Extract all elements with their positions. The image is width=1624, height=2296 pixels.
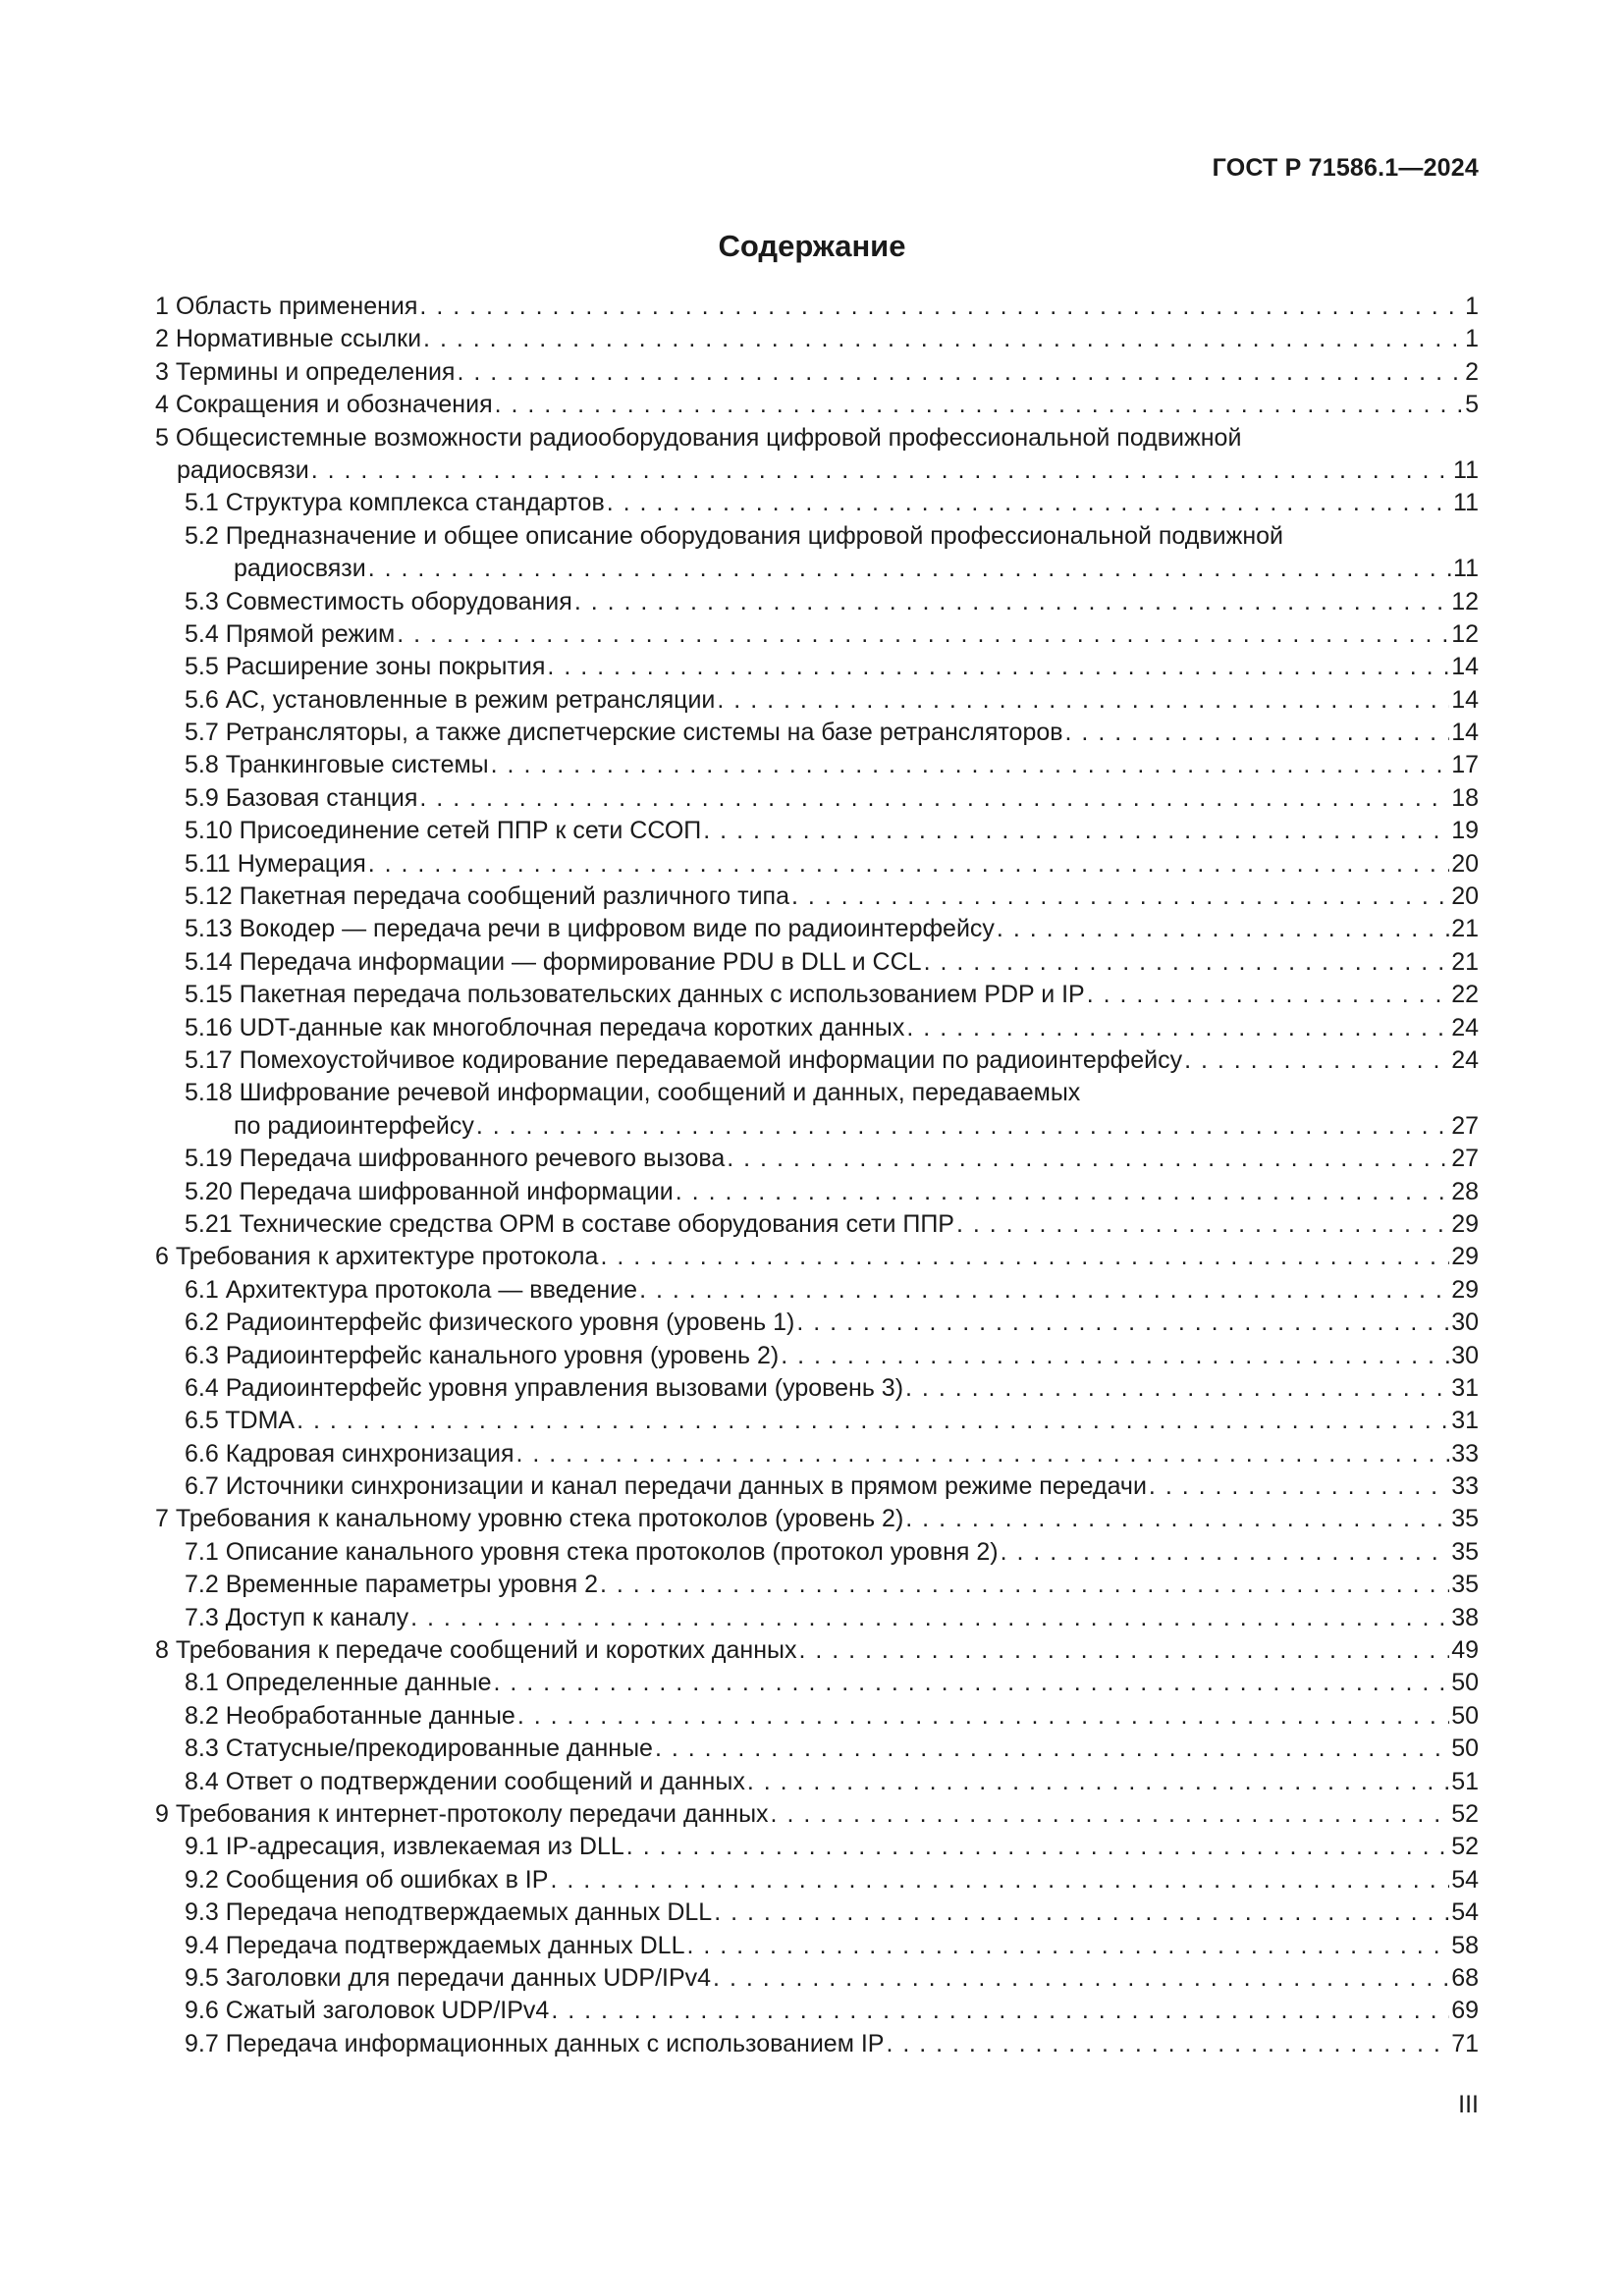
toc-entry-page: 35 [1451,1537,1479,1566]
toc-dot-leader [676,1176,1449,1208]
toc-entry-page: 54 [1451,1898,1479,1927]
toc-dot-leader [655,1733,1449,1765]
toc-entry-page: 68 [1451,1963,1479,1992]
toc-entry-title: 8 Требования к передаче сообщений и коротких данных [155,1636,797,1665]
toc-dot-leader [1001,1536,1450,1569]
toc-entry[interactable] [155,487,1479,519]
toc-dot-leader [886,2028,1449,2060]
toc-dot-leader [297,1405,1449,1437]
toc-entry[interactable] [155,1044,1479,1077]
toc-entry[interactable] [155,1962,1479,1995]
toc-entry[interactable] [155,1602,1479,1634]
toc-entry-title: радиосвязи [234,555,366,583]
toc-entry[interactable] [155,1995,1479,2027]
toc-entry[interactable] [155,1700,1479,1733]
page-number: III [1458,2091,1479,2118]
toc-entry[interactable] [155,1536,1479,1569]
toc-entry-page: 24 [1451,1045,1479,1074]
toc-entry[interactable] [155,1470,1479,1503]
standard-code: ГОСТ Р 71586.1—2024 [1212,154,1479,182]
toc-entry-page: 17 [1451,751,1479,779]
toc-entry[interactable] [155,422,1479,454]
toc-entry[interactable] [155,1274,1479,1307]
toc-dot-leader [703,815,1449,847]
toc-entry-page: 58 [1451,1931,1479,1959]
toc-dot-leader [476,1110,1449,1143]
toc-dot-leader [713,1962,1449,1995]
toc-entry[interactable] [155,1143,1479,1175]
toc-entry-title: 5.20 Передача шифрованной информации [185,1177,674,1205]
toc-entry-page: 14 [1451,685,1479,714]
toc-entry-title: 5.21 Технические средства ОРМ в составе оборудования сети ППР [185,1209,954,1238]
toc-dot-leader [747,1766,1449,1798]
toc-dot-leader [311,454,1451,487]
toc-entry-page: 50 [1451,1701,1479,1730]
toc-entry-title: 2 Нормативные ссылки [155,325,422,353]
toc-entry-title: 8.4 Ответ о подтверждении сообщений и данных [185,1767,745,1795]
toc-entry-page: 35 [1451,1571,1479,1599]
page-title: Содержание [718,229,906,263]
toc-dot-leader [956,1208,1449,1241]
toc-dot-leader [791,881,1449,913]
toc-dot-leader [727,1143,1449,1175]
toc-entry[interactable] [155,1569,1479,1601]
toc-entry[interactable] [155,389,1479,421]
toc-entry[interactable] [155,1372,1479,1405]
toc-entry[interactable] [155,2028,1479,2060]
toc-entry-title: 5.14 Передача информации — формирование PDU в DLL и CCL [185,947,922,976]
toc-entry-title: 9.2 Сообщения об ошибках в IP [185,1865,549,1894]
toc-entry[interactable] [155,291,1479,323]
toc-entry-page: 35 [1451,1505,1479,1533]
toc-entry[interactable] [155,1110,1479,1143]
toc-entry-title: 9.3 Передача неподтверждаемых данных DLL [185,1898,713,1927]
toc-entry-page: 28 [1451,1177,1479,1205]
toc-entry[interactable] [155,815,1479,847]
toc-entry-page: 33 [1451,1439,1479,1468]
toc-entry-page: 29 [1451,1243,1479,1271]
toc-entry-title: 8.2 Необработанные данные [185,1701,515,1730]
toc-entry-title: 6.1 Архитектура протокола — введение [185,1275,638,1304]
toc-entry[interactable] [155,1503,1479,1535]
toc-dot-leader [547,651,1449,683]
table-of-contents [155,291,1479,2060]
toc-dot-leader [516,1438,1450,1470]
toc-entry[interactable] [155,323,1479,355]
toc-entry[interactable] [155,1340,1479,1372]
toc-dot-leader [626,1831,1449,1863]
toc-entry-title: 5.9 Базовая станция [185,783,418,812]
toc-entry-page: 54 [1451,1865,1479,1894]
toc-dot-leader [1149,1470,1449,1503]
toc-entry-page: 69 [1451,1997,1479,2025]
toc-entry-page: 1 [1465,325,1479,353]
toc-dot-leader [798,1634,1449,1667]
toc-entry-page: 38 [1451,1603,1479,1631]
toc-dot-leader [771,1798,1450,1831]
toc-entry-title: 9.5 Заголовки для передачи данных UDP/IPv4 [185,1963,712,1992]
toc-entry-page: 52 [1451,1799,1479,1828]
toc-dot-leader [410,1602,1449,1634]
toc-entry-page: 29 [1451,1209,1479,1238]
toc-dot-leader [368,553,1451,585]
toc-entry-title: 5.16 UDT-данные как многоблочная передача коротких данных [185,1013,905,1041]
toc-entry-title: 5.11 Нумерация [185,849,366,878]
toc-entry-title: 4 Сокращения и обозначения [155,391,493,419]
toc-entry-title: 9.7 Передача информационных данных с использованием IP [185,2029,885,2057]
toc-entry-title: 9.4 Передача подтверждаемых данных DLL [185,1931,685,1959]
toc-entry-page: 27 [1451,1111,1479,1140]
toc-entry-page: 50 [1451,1669,1479,1697]
toc-entry-page: 19 [1451,817,1479,845]
toc-dot-leader [423,323,1463,355]
toc-entry-page: 31 [1451,1373,1479,1402]
toc-entry[interactable] [155,1733,1479,1765]
toc-entry-page: 11 [1453,455,1479,484]
toc-dot-leader [419,782,1449,815]
toc-entry[interactable] [155,1766,1479,1798]
toc-dot-leader [906,1012,1449,1044]
toc-entry[interactable] [155,1012,1479,1044]
toc-entry-title: 5.2 Предназначение и общее описание оборудования цифровой профессиональной подвижной [185,521,1284,550]
toc-entry-title: 5.3 Совместимость оборудования [185,587,572,615]
toc-dot-leader [1087,979,1449,1011]
toc-entry-title: 5.4 Прямой режим [185,619,396,648]
toc-dot-leader [997,913,1449,945]
toc-entry-title: 7.3 Доступ к каналу [185,1603,409,1631]
toc-dot-leader [905,1372,1449,1405]
toc-dot-leader [550,1864,1449,1896]
toc-entry-title: 6.4 Радиоинтерфейс уровня управления вызовами (уровень 3) [185,1373,904,1402]
toc-entry-title: 6.7 Источники синхронизации и канал передачи данных в прямом режиме передачи [185,1472,1147,1501]
toc-entry[interactable] [155,1864,1479,1896]
toc-entry-title: 9 Требования к интернет-протоколу передачи данных [155,1799,769,1828]
toc-entry[interactable] [155,651,1479,683]
toc-entry-title: 8.3 Статусные/прекодированные данные [185,1735,653,1763]
toc-entry-page: 20 [1451,882,1479,911]
toc-entry[interactable] [155,586,1479,618]
toc-dot-leader [491,749,1450,781]
toc-dot-leader [600,1569,1449,1601]
toc-dot-leader [397,618,1449,651]
toc-entry-title: по радиоинтерфейсу [234,1111,474,1140]
toc-entry-page: 21 [1451,915,1479,943]
toc-entry-title: радиосвязи [177,455,309,484]
toc-entry-page: 33 [1451,1472,1479,1501]
toc-entry-title: 7.1 Описание канального уровня стека протоколов (протокол уровня 2) [185,1537,999,1566]
toc-entry[interactable] [155,356,1479,389]
toc-entry-title: 6.3 Радиоинтерфейс канального уровня (уровень 2) [185,1341,780,1369]
toc-entry-title: 5.6 АС, установленные в режим ретрансляции [185,685,716,714]
toc-dot-leader [368,848,1449,881]
toc-dot-leader [714,1896,1449,1929]
toc-dot-leader [494,1667,1450,1699]
toc-dot-leader [1065,717,1450,749]
toc-entry-title: 5.13 Вокодер — передача речи в цифровом виде по радиоинтерфейсу [185,915,995,943]
toc-entry[interactable] [155,881,1479,913]
toc-entry-page: 52 [1451,1833,1479,1861]
toc-entry-page: 31 [1451,1407,1479,1435]
toc-entry[interactable] [155,1438,1479,1470]
toc-entry-title: 5 Общесистемные возможности радиооборудования цифровой профессиональной подвижной [155,423,1242,452]
toc-entry[interactable] [155,1241,1479,1273]
toc-dot-leader [905,1503,1449,1535]
toc-dot-leader [1184,1044,1449,1077]
toc-entry[interactable] [155,1634,1479,1667]
toc-entry[interactable] [155,848,1479,881]
toc-dot-leader [551,1995,1449,2027]
toc-entry-title: 5.15 Пакетная передача пользовательских данных с использованием PDP и IP [185,981,1085,1009]
toc-entry[interactable] [155,1798,1479,1831]
toc-dot-leader [781,1340,1449,1372]
toc-entry-title: 7.2 Временные параметры уровня 2 [185,1571,598,1599]
toc-entry-title: 5.1 Структура комплекса стандартов [185,489,605,517]
toc-entry-title: 5.7 Ретрансляторы, а также диспетчерские системы на базе ретрансляторов [185,719,1063,747]
toc-entry[interactable] [155,520,1479,553]
toc-entry-title: 9.6 Сжатый заголовок UDP/IPv4 [185,1997,550,2025]
toc-dot-leader [600,1241,1449,1273]
toc-entry[interactable] [155,454,1479,487]
toc-entry-title: 5.12 Пакетная передача сообщений различного типа [185,882,789,911]
toc-entry[interactable] [155,1307,1479,1339]
toc-dot-leader [607,487,1451,519]
toc-entry-page: 21 [1451,947,1479,976]
toc-dot-leader [639,1274,1449,1307]
toc-dot-leader [687,1930,1450,1962]
toc-entry[interactable] [155,979,1479,1011]
toc-entry[interactable] [155,782,1479,815]
toc-entry-page: 20 [1451,849,1479,878]
toc-entry-title: 6.5 TDMA [185,1407,296,1435]
toc-entry-page: 24 [1451,1013,1479,1041]
toc-entry-title: 7 Требования к канальному уровню стека протоколов (уровень 2) [155,1505,904,1533]
toc-entry-page: 18 [1451,783,1479,812]
toc-entry[interactable] [155,1896,1479,1929]
toc-entry[interactable] [155,946,1479,979]
toc-entry[interactable] [155,1405,1479,1437]
toc-entry-title: 3 Термины и определения [155,357,456,386]
toc-entry-page: 11 [1453,489,1479,517]
toc-entry-title: 6 Требования к архитектуре протокола [155,1243,599,1271]
toc-entry-page: 30 [1451,1341,1479,1369]
toc-dot-leader [419,291,1463,323]
toc-entry-page: 14 [1451,719,1479,747]
toc-entry[interactable] [155,913,1479,945]
toc-entry-title: 5.17 Помехоустойчивое кодирование передаваемой информации по радиоинтерфейсу [185,1045,1183,1074]
toc-entry-title: 6.6 Кадровая синхронизация [185,1439,514,1468]
toc-entry[interactable] [155,553,1479,585]
toc-dot-leader [796,1307,1449,1339]
toc-dot-leader [457,356,1463,389]
toc-entry-title: 1 Область применения [155,293,418,320]
toc-entry[interactable] [155,717,1479,749]
toc-entry-page: 71 [1451,2029,1479,2057]
toc-entry-page: 2 [1465,357,1479,386]
toc-entry[interactable] [155,684,1479,717]
toc-entry[interactable] [155,1208,1479,1241]
toc-dot-leader [574,586,1449,618]
toc-entry-page: 22 [1451,981,1479,1009]
toc-dot-leader [495,389,1463,421]
toc-entry-page: 11 [1453,555,1479,583]
toc-entry-title: 5.5 Расширение зоны покрытия [185,653,546,681]
toc-entry[interactable] [155,1077,1479,1109]
toc-entry[interactable] [155,1176,1479,1208]
toc-entry[interactable] [155,1667,1479,1699]
toc-entry-page: 51 [1451,1767,1479,1795]
toc-dot-leader [717,684,1449,717]
toc-entry-page: 49 [1451,1636,1479,1665]
toc-entry-title: 8.1 Определенные данные [185,1669,492,1697]
toc-entry-page: 12 [1451,619,1479,648]
toc-entry-page: 30 [1451,1308,1479,1337]
toc-entry-title: 9.1 IP-адресация, извлекаемая из DLL [185,1833,624,1861]
toc-entry[interactable] [155,749,1479,781]
toc-entry-page: 1 [1465,293,1479,320]
toc-entry[interactable] [155,1930,1479,1962]
toc-entry-page: 12 [1451,587,1479,615]
toc-entry-page: 14 [1451,653,1479,681]
toc-entry[interactable] [155,618,1479,651]
toc-entry-title: 5.19 Передача шифрованного речевого вызова [185,1145,726,1173]
toc-dot-leader [924,946,1450,979]
toc-dot-leader [517,1700,1449,1733]
toc-entry-page: 29 [1451,1275,1479,1304]
toc-entry-title: 5.18 Шифрование речевой информации, сообщений и данных, передаваемых [185,1079,1081,1107]
toc-entry-page: 27 [1451,1145,1479,1173]
toc-entry-title: 5.10 Присоединение сетей ППР к сети ССОП [185,817,702,845]
toc-entry-title: 5.8 Транкинговые системы [185,751,489,779]
toc-entry[interactable] [155,1831,1479,1863]
toc-entry-page: 5 [1465,391,1479,419]
toc-entry-title: 6.2 Радиоинтерфейс физического уровня (уровень 1) [185,1308,795,1337]
toc-entry-page: 50 [1451,1735,1479,1763]
